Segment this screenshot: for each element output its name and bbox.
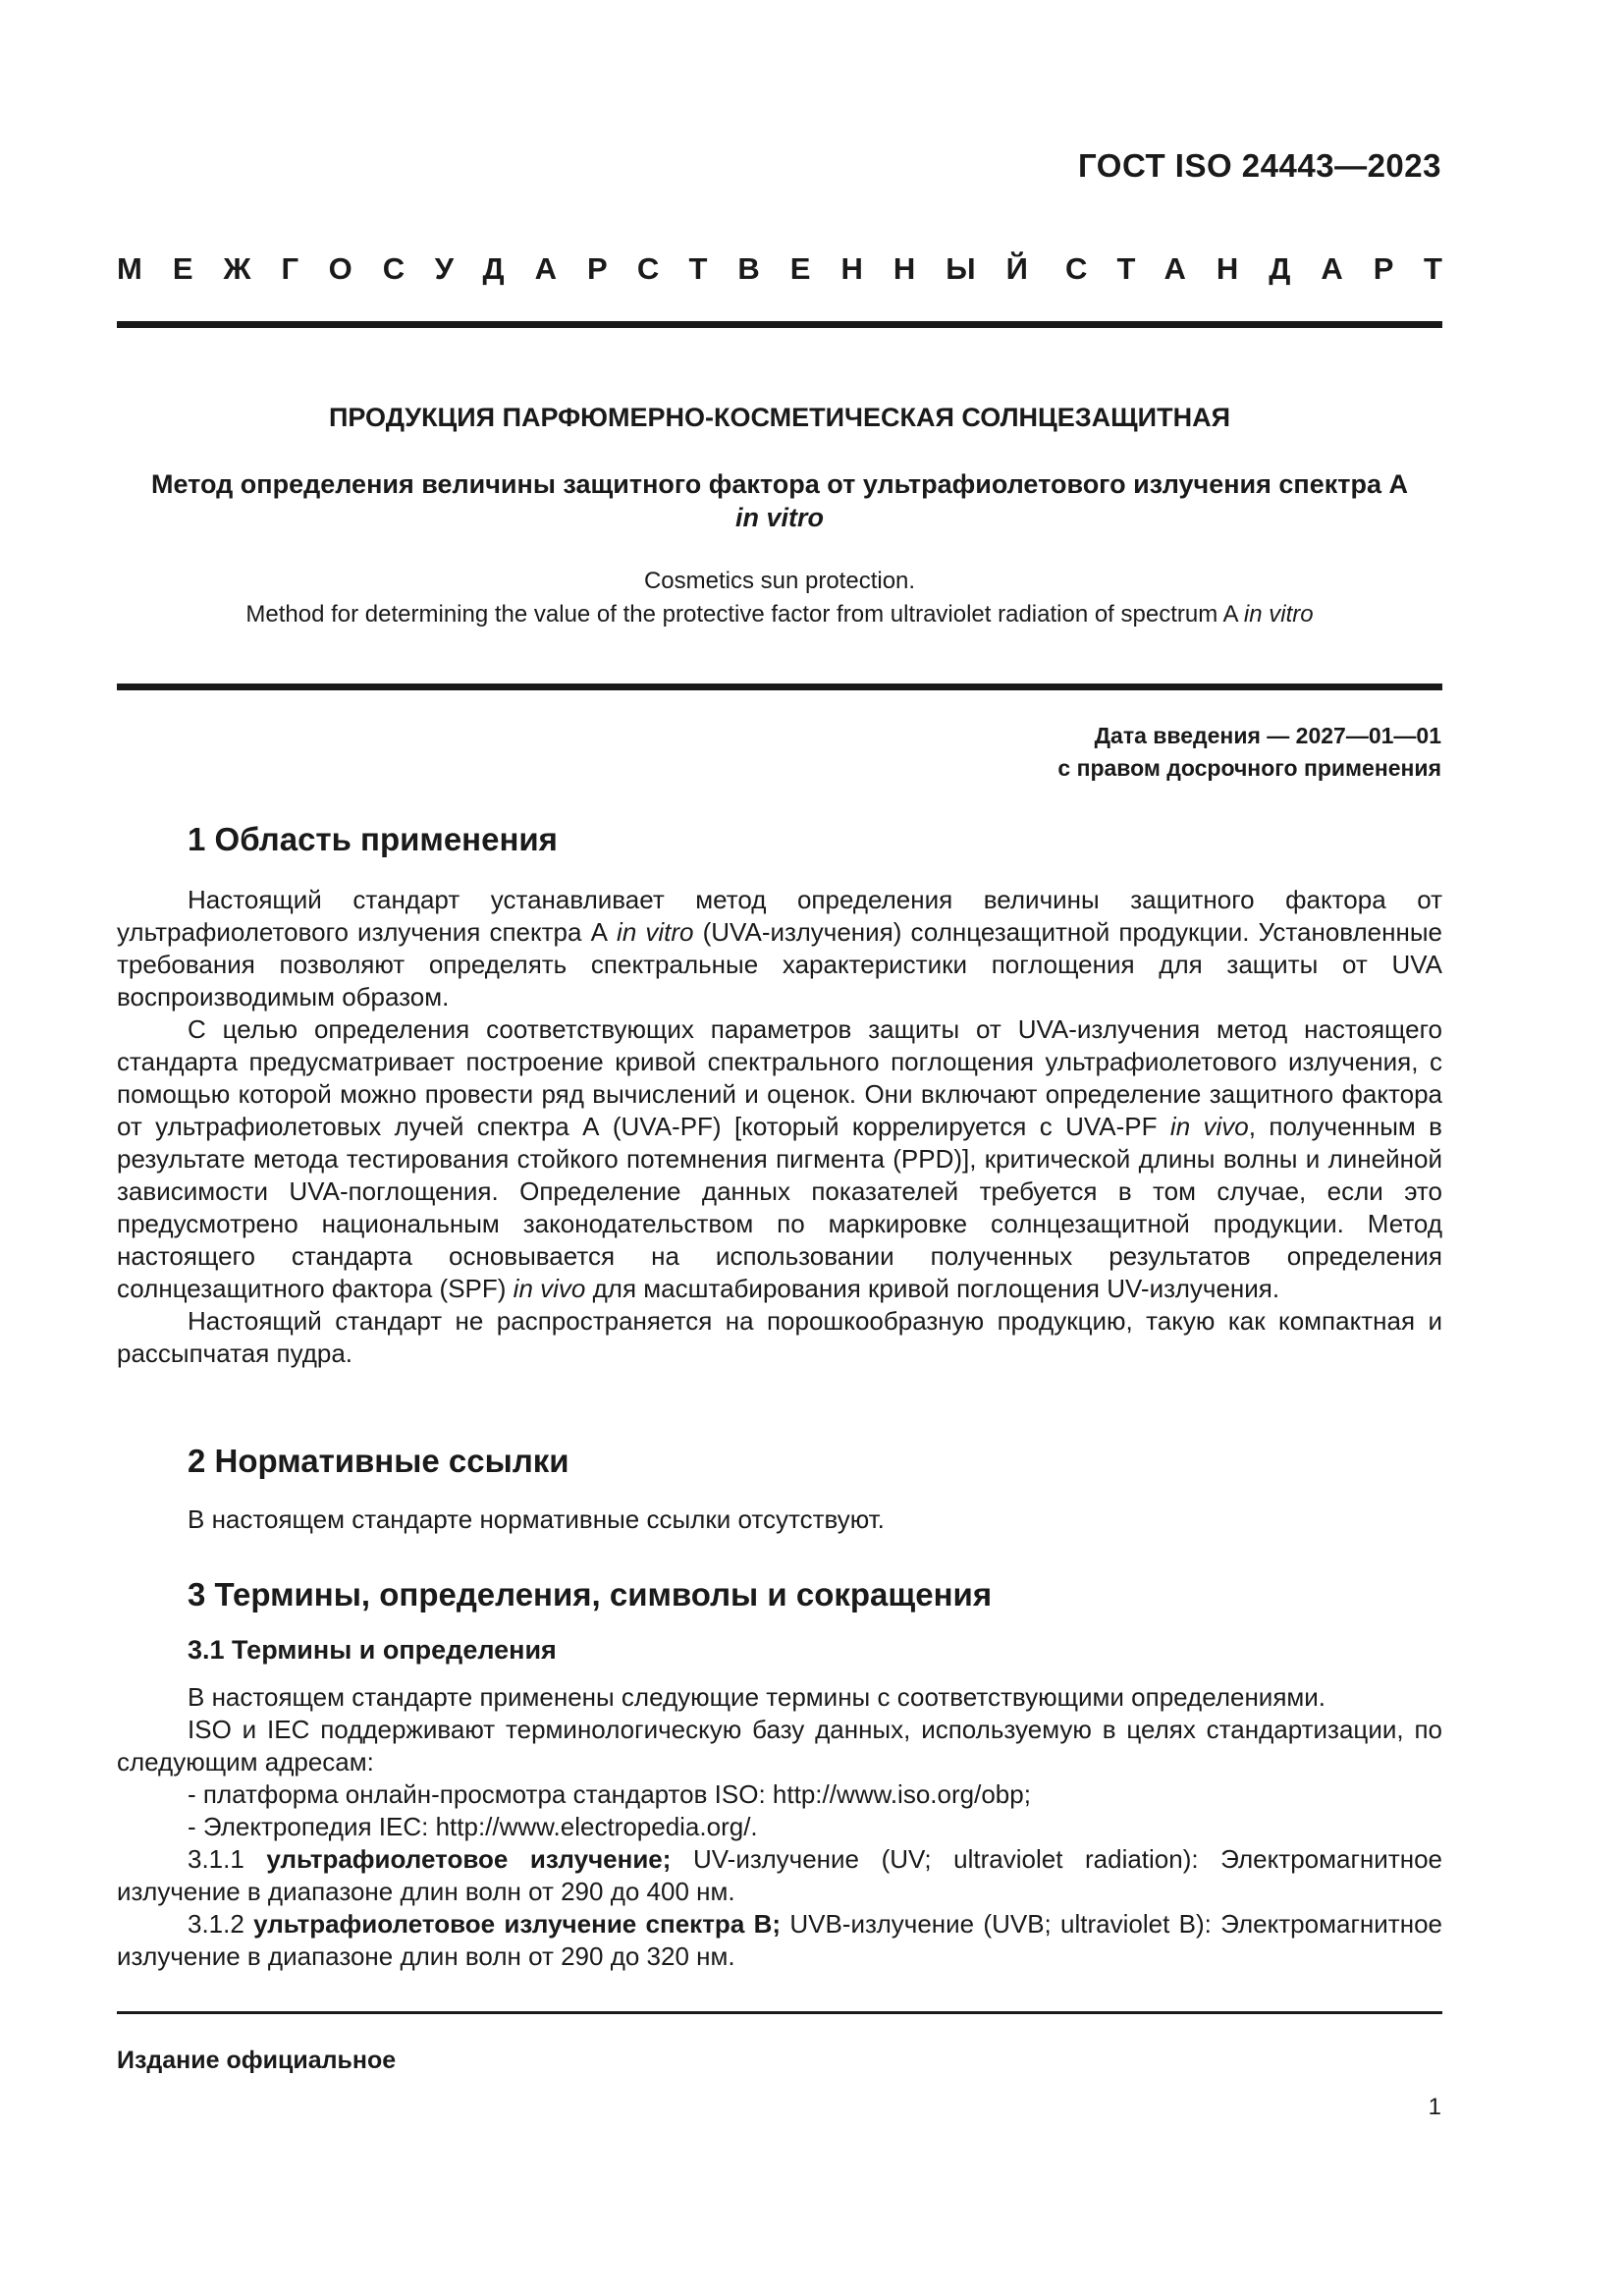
section-3 [117, 1576, 1442, 1973]
section-2-heading: 2 Нормативные ссылки [188, 1443, 569, 1479]
introduction-date-block [1057, 720, 1441, 785]
english-title-line1: Cosmetics sun protection. [643, 568, 916, 594]
section-2 [117, 1443, 1442, 1536]
subsection-3-1-heading: 3.1 Термины и определения [188, 1635, 557, 1665]
official-edition-label: Издание официальное [117, 2047, 397, 2074]
title-bottom-rule [117, 683, 1442, 690]
english-title [117, 565, 1442, 631]
terminology-link-iec: - Электропедия IEC: http://www.electropedia.org/. [188, 1812, 758, 1841]
section-3-paragraph-1: В настоящем стандарте применены следующие термины с соответствующими определениями. [188, 1682, 1326, 1712]
document-number: ГОСТ ISO 24443—2023 [1078, 147, 1441, 184]
english-title-line2: Method for determining the value of the protective factor from ultraviolet radiation of spectrum A in vitro [245, 601, 1314, 628]
interstate-word-2: СТАНДАРТ [1064, 251, 1473, 286]
subtitle-line: Метод определения величины защитного фактора от ультрафиолетового излучения спектра А [151, 469, 1408, 499]
early-application-note: с правом досрочного применения [1057, 755, 1441, 781]
standard-subtitle [117, 467, 1442, 534]
interstate-word-1: МЕЖГОСУДАРСТВЕННЫЙ [117, 251, 1058, 286]
section-3-paragraph-2: ISO и IEC поддерживают терминологическую базу данных, используемую в целях стандартизации, по следующим адресам: [117, 1715, 1442, 1777]
section-1-paragraph-3: Настоящий стандарт не распространяется на порошкообразную продукцию, такую как компактная и рассыпчатая пудра. [117, 1306, 1442, 1368]
page-number: 1 [1428, 2094, 1441, 2120]
interstate-standard-banner [117, 251, 1473, 287]
section-1 [117, 821, 1442, 1370]
section-1-paragraph-1: Настоящий стандарт устанавливает метод определения величины защитного фактора от ультрафиолетового излучения спектра А in vitro (UVA-излучения) солнцезащитной продукции. Установленные требования позволяют определять спектральные характеристики поглощения для защиты от UVA воспроизводимым образом. [117, 885, 1442, 1011]
section-3-heading: 3 Термины, определения, символы и сокращения [188, 1576, 993, 1613]
section-1-paragraph-2: С целью определения соответствующих параметров защиты от UVA-излучения метод настоящего стандарта предусматривает построение кривой спектрального поглощения ультрафиолетового излучения, с помощью которой можно провести ряд вычислений и оценок. Они включают определение защитного фактора от ультрафиолетовых лучей спектра А (UVA-PF) [который коррелируется с UVA-PF in vivo, полученным в результате метода тестирования стойкого потемнения пигмента (PPD)], критической длины волны и линейной зависимости UVA-поглощения. Определение данных показателей требуется в том случае, если это предусмотрено национальным законодательством по маркировке солнцезащитной продукции. Метод настоящего стандарта основывается на использовании полученных результатов определения солнцезащитного фактора (SPF) in vivo для масштабирования кривой поглощения UV-излучения. [117, 1014, 1442, 1303]
term-3-1-2: 3.1.2 ультрафиолетовое излучение спектра В; UVB-излучение (UVB; ultraviolet B): Электромагнитное излучение в диапазоне длин волн от 290 до 320 нм. [117, 1909, 1442, 1971]
section-1-heading: 1 Область применения [188, 821, 558, 857]
subtitle-italic: in vitro [734, 503, 824, 532]
footer-rule [117, 2011, 1442, 2014]
section-2-paragraph: В настоящем стандарте нормативные ссылки отсутствуют. [188, 1504, 885, 1534]
standard-title: ПРОДУКЦИЯ ПАРФЮМЕРНО-КОСМЕТИЧЕСКАЯ СОЛНЦЕЗАЩИТНАЯ [329, 403, 1230, 432]
introduction-date: Дата введения — 2027—01—01 [1094, 723, 1441, 748]
top-rule [117, 321, 1442, 328]
term-3-1-1: 3.1.1 ультрафиолетовое излучение; UV-излучение (UV; ultraviolet radiation): Электромагнитное излучение в диапазоне длин волн от 290 до 400 нм. [117, 1844, 1443, 1906]
terminology-link-iso: - платформа онлайн-просмотра стандартов ISO: http://www.iso.org/obp; [188, 1779, 1031, 1809]
